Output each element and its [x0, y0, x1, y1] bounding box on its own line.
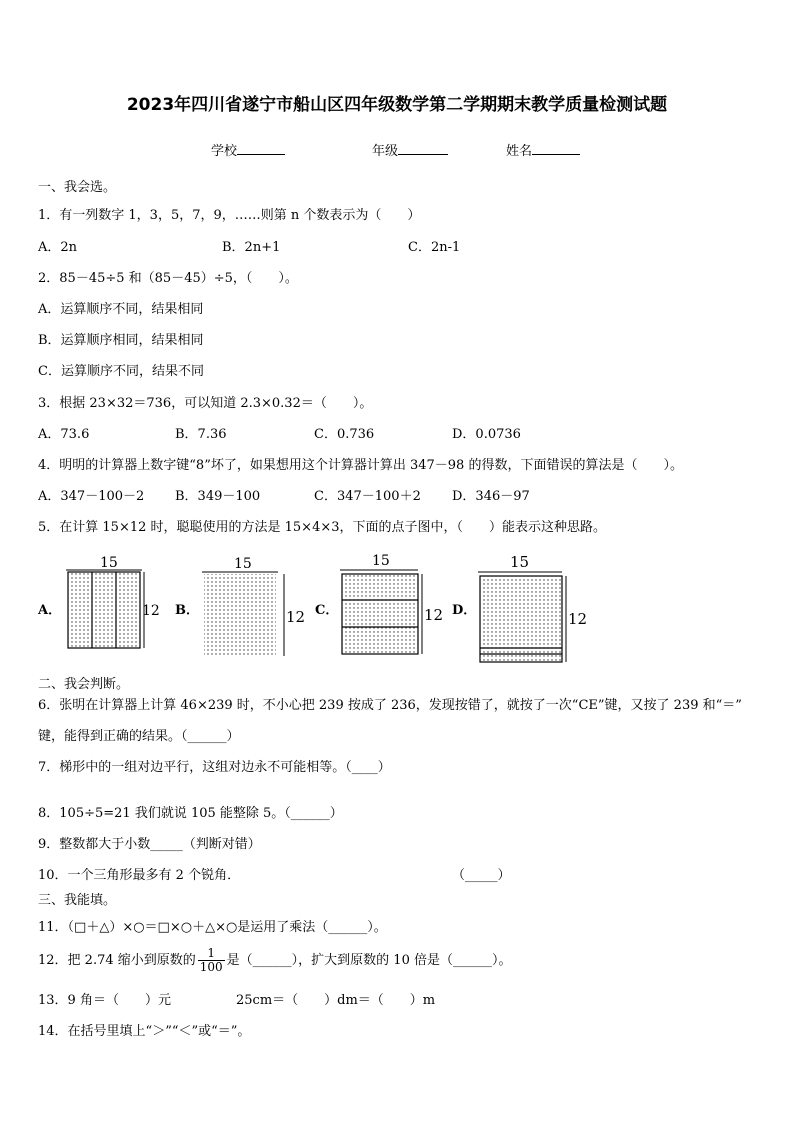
q9-stem[interactable]: 9．整数都大于小数_____（判断对错） [38, 837, 261, 852]
figure-a-height-label: 12 [142, 603, 160, 619]
figure-a-width-label: 15 [100, 555, 118, 571]
q12-fraction-numerator: 1 [198, 947, 225, 961]
figure-d-height-label: 12 [568, 610, 588, 628]
dot-grid-figure-c[interactable] [336, 550, 446, 660]
q5-stem: 5．在计算 15×12 时，聪聪使用的方法是 15×4×3，下面的点子图中，（ ）能表示这种思路。 [38, 520, 607, 535]
q4-option-c[interactable]: C．347－100＋2 [314, 489, 421, 504]
q12-prefix: 12．把 2.74 缩小到原数的 [38, 953, 196, 968]
q3-stem: 3．根据 23×32＝736，可以知道 2.3×0.32＝（ ）。 [38, 396, 373, 411]
q2-stem: 2．85－45÷5 和（85－45）÷5，（ ）。 [38, 271, 298, 286]
q10-answer-paren[interactable]: （_____） [452, 868, 511, 883]
section-3-heading: 三、我能填。 [38, 893, 117, 908]
figure-c-height-label: 12 [424, 606, 444, 624]
figure-c-width-label: 15 [372, 553, 390, 569]
q5-option-b[interactable]: B． [175, 603, 199, 618]
name-label: 姓名 [506, 144, 533, 159]
section-2-heading: 二、我会判断。 [38, 677, 130, 692]
q13-part2[interactable]: 25cm＝（ ）dm＝（ ）m [236, 993, 436, 1008]
q13-part1[interactable]: 13．9 角＝（ ）元 [38, 993, 171, 1008]
q2-option-a[interactable]: A．运算顺序不同，结果相同 [38, 302, 204, 317]
q4-option-b[interactable]: B．349－100 [175, 489, 261, 504]
school-field [211, 142, 285, 160]
q6-line1: 6．张明在计算器上计算 46×239 时，不小心把 239 按成了 236，发现按错了，就按了一次“CE”键，又按了 239 和“＝” [38, 698, 742, 713]
dot-grid-figure-a[interactable] [62, 552, 162, 652]
name-field [506, 142, 580, 160]
q1-stem: 1．有一列数字 1，3，5，7，9，……则第 n 个数表示为（ ） [38, 208, 421, 223]
q2-option-b[interactable]: B．运算顺序相同，结果相同 [38, 333, 204, 348]
dot-grid-figure-d[interactable] [474, 550, 590, 666]
q1-option-a[interactable]: A．2n [38, 240, 78, 255]
q12-suffix: 是（______），扩大到原数的 10 倍是（______）。 [226, 953, 512, 968]
grade-field [372, 142, 448, 160]
q3-option-b[interactable]: B．7.36 [175, 427, 227, 442]
name-blank[interactable] [532, 142, 580, 155]
figure-b-width-label: 15 [234, 556, 252, 572]
q6-line2[interactable]: 键，能得到正确的结果。（______） [38, 729, 240, 744]
q5-option-a[interactable]: A． [38, 603, 62, 618]
q3-option-a[interactable]: A．73.6 [38, 427, 90, 442]
q8-stem[interactable]: 8．105÷5=21 我们就说 105 能整除 5。（______） [38, 806, 343, 821]
q5-option-c[interactable]: C． [315, 603, 339, 618]
q12-stem[interactable] [38, 947, 511, 975]
figure-d-width-label: 15 [510, 553, 530, 571]
q3-option-d[interactable]: D．0.0736 [452, 427, 521, 442]
q11-stem[interactable]: 11．（□＋△）×○＝□×○＋△×○是运用了乘法（______）。 [38, 920, 387, 935]
q2-option-c[interactable]: C．运算顺序不同，结果不同 [38, 364, 204, 379]
q12-fraction [198, 947, 225, 974]
q12-fraction-denominator: 100 [199, 960, 223, 974]
q7-stem[interactable]: 7．梯形中的一组对边平行，这组对边永不可能相等。（____） [38, 760, 391, 775]
q4-option-d[interactable]: D．346－97 [452, 489, 530, 504]
q5-option-d[interactable]: D． [452, 603, 477, 618]
school-label: 学校 [211, 144, 238, 159]
q1-option-b[interactable]: B．2n+1 [222, 240, 281, 255]
section-1-heading: 一、我会选。 [38, 180, 117, 195]
page-title: 2023年四川省遂宁市船山区四年级数学第二学期期末教学质量检测试题 [126, 95, 668, 115]
dot-grid-figure-b[interactable] [198, 552, 308, 662]
q4-option-a[interactable]: A．347－100－2 [38, 489, 145, 504]
q1-option-c[interactable]: C．2n-1 [408, 240, 461, 255]
figure-b-height-label: 12 [286, 608, 306, 626]
school-blank[interactable] [237, 142, 285, 155]
q4-stem: 4．明明的计算器上数字键“8”坏了，如果想用这个计算器计算出 347－98 的得数，下面错误的算法是（ ）。 [38, 458, 683, 473]
grade-label: 年级 [372, 144, 399, 159]
q10-stem: 10．一个三角形最多有 2 个锐角． [38, 868, 241, 883]
q3-option-c[interactable]: C．0.736 [314, 427, 375, 442]
q14-stem: 14．在括号里填上“＞”“＜”或“＝”。 [38, 1024, 251, 1039]
grade-blank[interactable] [398, 142, 448, 155]
